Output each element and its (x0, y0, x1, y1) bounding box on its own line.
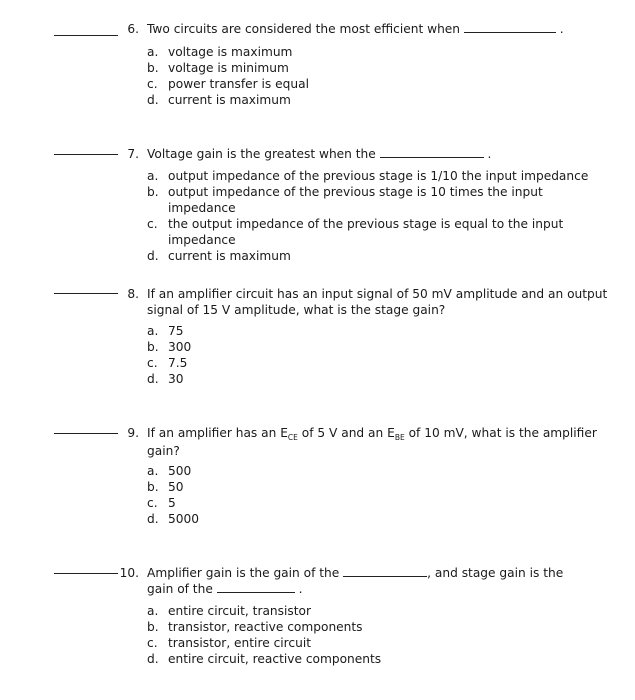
options-list (147, 603, 612, 667)
stem-text: of 5 V and an E (297, 426, 395, 440)
option-d[interactable] (147, 371, 612, 387)
option-letter: a. (147, 324, 159, 338)
subscript: BE (394, 433, 405, 442)
question-number: 7. (127, 147, 139, 161)
fill-in-blank[interactable] (217, 581, 295, 593)
option-text: 5 (168, 496, 176, 510)
option-b[interactable] (147, 60, 612, 76)
option-text: transistor, entire circuit (168, 636, 311, 650)
question-number: 9. (127, 426, 139, 440)
question-number: 10. (119, 566, 139, 580)
question-stem (147, 146, 612, 162)
option-c[interactable] (147, 495, 612, 511)
option-text: 30 (168, 372, 184, 386)
option-letter: a. (147, 45, 159, 59)
answer-blank-10[interactable] (54, 573, 118, 574)
stem-text: , and stage gain is the gain of the (147, 566, 564, 596)
option-text: output impedance of the previous stage is 1/10 the input impedance (168, 169, 589, 183)
option-text: power transfer is equal (168, 77, 309, 91)
option-d[interactable] (147, 92, 612, 108)
option-text: voltage is maximum (168, 45, 293, 59)
question-stem: If an amplifier circuit has an input signal of 50 mV amplitude and an output signal of 15 V amplitude, what is the stage gain? (147, 287, 608, 317)
option-b[interactable] (147, 339, 612, 355)
option-a[interactable] (147, 323, 612, 339)
option-text: current is maximum (168, 249, 291, 263)
option-text: transistor, reactive components (168, 620, 363, 634)
option-d[interactable] (147, 651, 612, 667)
option-text: 75 (168, 324, 184, 338)
option-text: entire circuit, transistor (168, 604, 311, 618)
stem-text: If an amplifier has an E (147, 426, 288, 440)
option-text: entire circuit, reactive components (168, 652, 382, 666)
stem-text: of 10 mV, what is the amplifier gain? (147, 426, 597, 458)
option-d[interactable] (147, 248, 612, 264)
option-b[interactable] (147, 479, 612, 495)
option-letter: d. (147, 93, 159, 107)
option-letter: d. (147, 652, 159, 666)
option-letter: d. (147, 372, 159, 386)
option-letter: c. (147, 496, 158, 510)
option-letter: c. (147, 217, 158, 231)
option-c[interactable] (147, 76, 612, 92)
answer-blank-9[interactable] (54, 433, 118, 434)
option-c[interactable] (147, 635, 612, 651)
stem-text: Two circuits are considered the most efficient when (147, 22, 461, 36)
option-letter: b. (147, 61, 159, 75)
option-text: 7.5 (168, 356, 188, 370)
answer-blank-6[interactable] (54, 35, 118, 36)
option-letter: a. (147, 169, 159, 183)
option-letter: a. (147, 464, 159, 478)
options-list (147, 463, 612, 527)
stem-text: . (298, 582, 303, 596)
fill-in-blank[interactable] (343, 565, 427, 577)
question-stem (147, 565, 587, 597)
subscript: CE (287, 433, 298, 442)
option-a[interactable] (147, 603, 612, 619)
option-letter: d. (147, 512, 159, 526)
question-number: 6. (127, 22, 139, 36)
option-c[interactable] (147, 355, 612, 371)
option-b[interactable] (147, 619, 612, 635)
option-text: 50 (168, 480, 184, 494)
option-text: 500 (168, 464, 192, 478)
option-letter: b. (147, 185, 159, 199)
option-a[interactable] (147, 463, 612, 479)
answer-blank-7[interactable] (54, 154, 118, 155)
option-text: 5000 (168, 512, 200, 526)
option-text: current is maximum (168, 93, 291, 107)
option-letter: c. (147, 356, 158, 370)
option-text: 300 (168, 340, 192, 354)
option-letter: d. (147, 249, 159, 263)
question-stem (147, 425, 612, 459)
stem-text: . (487, 147, 492, 161)
option-a[interactable] (147, 44, 612, 60)
options-list (147, 168, 612, 264)
options-list (147, 44, 612, 108)
stem-text: . (559, 22, 564, 36)
fill-in-blank[interactable] (464, 21, 556, 33)
option-letter: c. (147, 77, 158, 91)
stem-text: Amplifier gain is the gain of the (147, 566, 340, 580)
stem-text: Voltage gain is the greatest when the (147, 147, 376, 161)
option-text: the output impedance of the previous stage is equal to the input impedance (168, 217, 564, 247)
option-letter: b. (147, 620, 159, 634)
option-d[interactable] (147, 511, 612, 527)
option-text: output impedance of the previous stage is 10 times the input impedance (168, 185, 543, 215)
option-letter: b. (147, 340, 159, 354)
fill-in-blank[interactable] (380, 146, 484, 158)
option-letter: c. (147, 636, 158, 650)
option-letter: b. (147, 480, 159, 494)
options-list (147, 323, 612, 387)
option-a[interactable] (147, 168, 612, 184)
answer-blank-8[interactable] (54, 293, 118, 294)
question-number: 8. (127, 287, 139, 301)
option-text: voltage is minimum (168, 61, 289, 75)
option-letter: a. (147, 604, 159, 618)
option-c[interactable] (147, 216, 568, 248)
question-stem (147, 21, 612, 37)
option-b[interactable] (147, 184, 612, 216)
